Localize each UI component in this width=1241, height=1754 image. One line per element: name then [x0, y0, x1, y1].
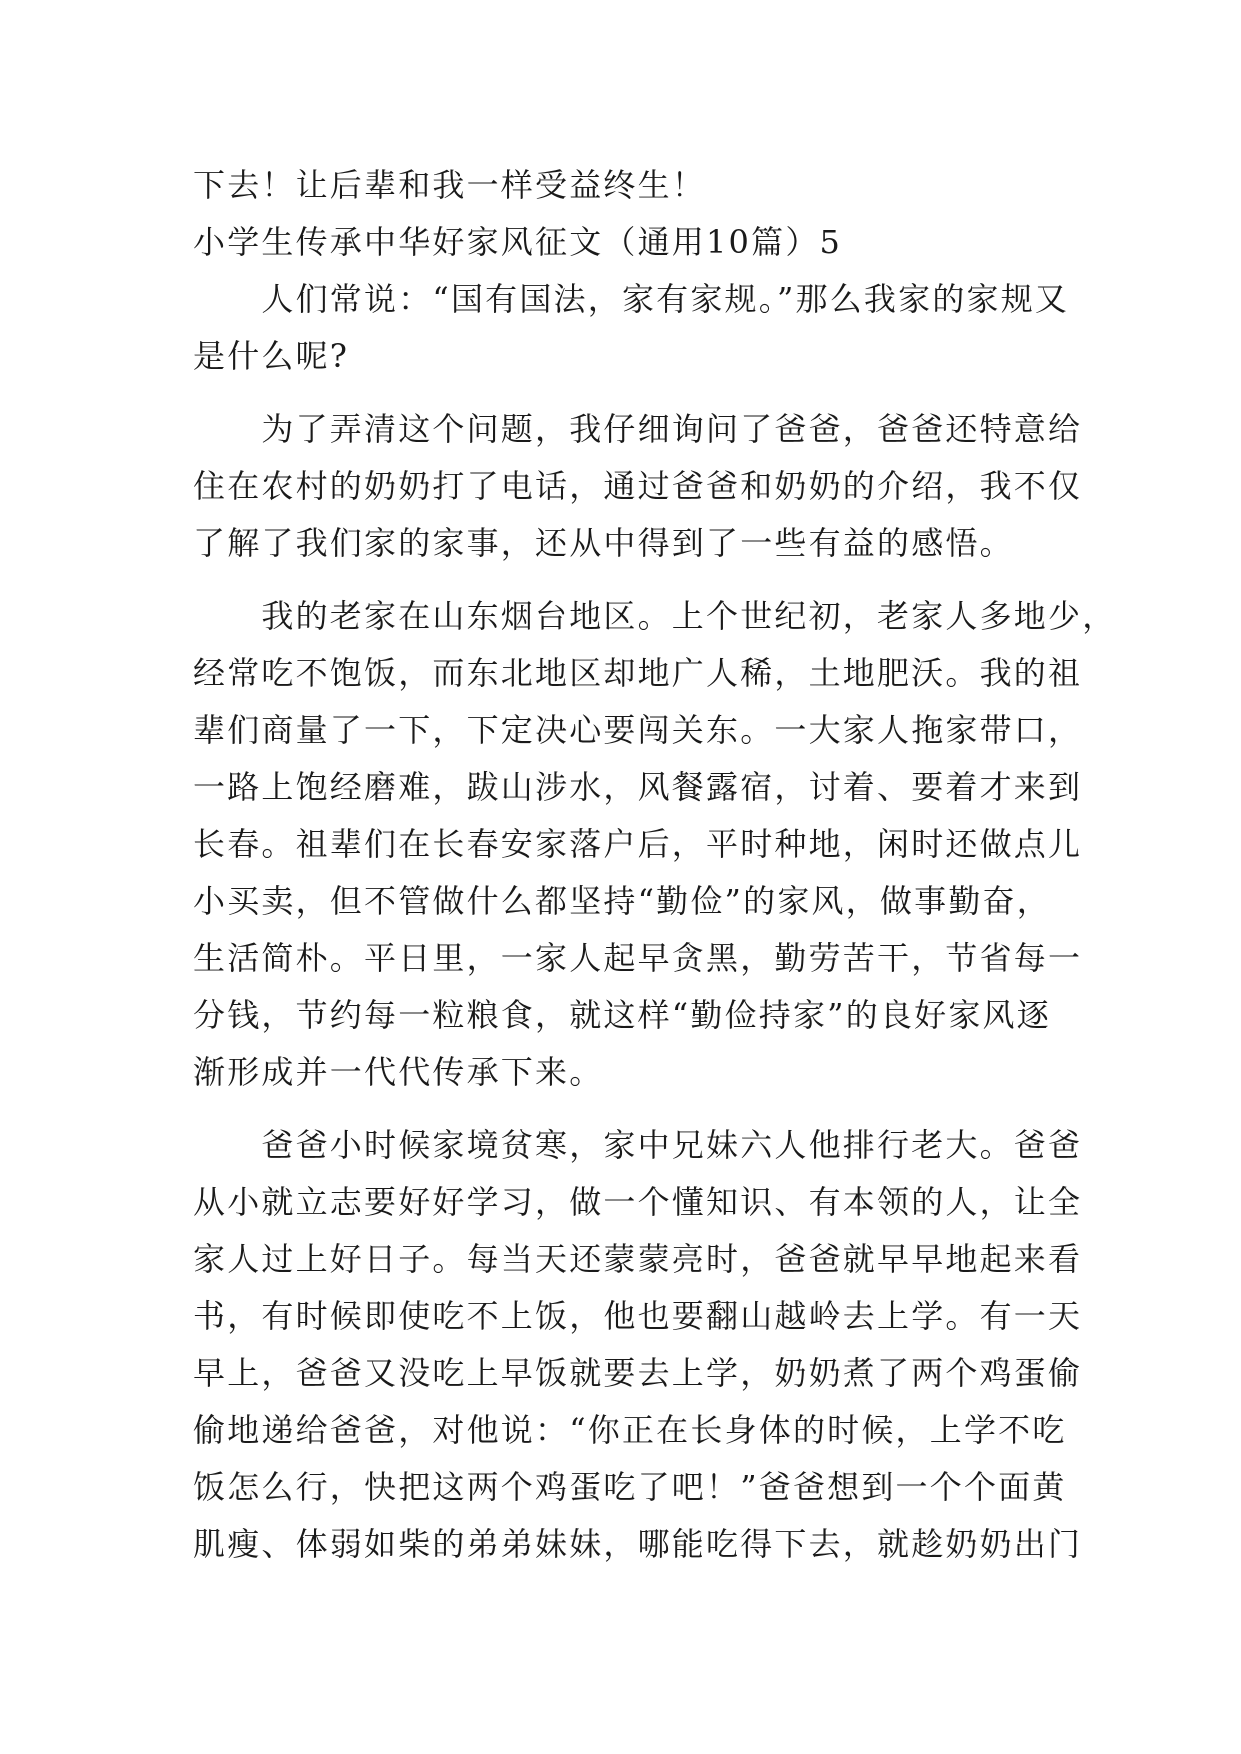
- paragraph-line: 书，有时候即使吃不上饭，他也要翻山越岭去上学。有一天: [193, 1297, 1083, 1335]
- paragraph-line: 生活简朴。平日里，一家人起早贪黑，勤劳苦干，节省每一: [193, 939, 1083, 977]
- paragraph-gap: [193, 1101, 1053, 1117]
- paragraph-line: 家人过上好日子。每当天还蒙蒙亮时，爸爸就早早地起来看: [193, 1240, 1083, 1278]
- paragraph-line: 渐形成并一代代传承下来。: [193, 1053, 604, 1091]
- paragraph-line: 是什么呢?: [193, 337, 350, 375]
- paragraph-line: 人们常说：“国有国法，家有家规。”那么我家的家规又: [193, 280, 1070, 318]
- paragraph-line: 一路上饱经磨难，跋山涉水，风餐露宿，讨着、要着才来到: [193, 768, 1083, 806]
- paragraph-line: 爸爸小时候家境贫寒，家中兄妹六人他排行老大。爸爸: [193, 1126, 1083, 1164]
- paragraph-line: 饭怎么行，快把这两个鸡蛋吃了吧！”爸爸想到一个个面黄: [193, 1468, 1067, 1506]
- paragraph-line: 辈们商量了一下，下定决心要闯关东。一大家人拖家带口，: [193, 711, 1083, 749]
- paragraph-line: 小买卖，但不管做什么都坚持“勤俭”的家风，做事勤奋，: [193, 882, 1051, 920]
- paragraph-line: 从小就立志要好好学习，做一个懂知识、有本领的人，让全: [193, 1183, 1083, 1221]
- paragraph-line: 为了弄清这个问题，我仔细询问了爸爸，爸爸还特意给: [193, 410, 1083, 448]
- paragraph-line: 住在农村的奶奶打了电话，通过爸爸和奶奶的介绍，我不仅: [193, 467, 1083, 505]
- paragraph-line: 偷地递给爸爸，对他说：“你正在长身体的时候，上学不吃: [193, 1411, 1067, 1449]
- paragraph-line: 肌瘦、体弱如柴的弟弟妹妹，哪能吃得下去，就趁奶奶出门: [193, 1525, 1083, 1563]
- paragraph-gap: [193, 572, 1053, 588]
- text-line: 下去！让后辈和我一样受益终生！: [193, 166, 707, 204]
- paragraph-line: 经常吃不饱饭，而东北地区却地广人稀，土地肥沃。我的祖: [193, 654, 1083, 692]
- paragraph-line: 了解了我们家的家事，还从中得到了一些有益的感悟。: [193, 524, 1014, 562]
- document-body: [193, 157, 1117, 1573]
- section-title: 小学生传承中华好家风征文（通用10篇）5: [193, 223, 843, 261]
- paragraph-line: 分钱，节约每一粒粮食，就这样“勤俭持家”的良好家风逐: [193, 996, 1051, 1034]
- paragraph-line: 长春。祖辈们在长春安家落户后，平时种地，闲时还做点儿: [193, 825, 1083, 863]
- paragraph-line: 我的老家在山东烟台地区。上个世纪初，老家人多地少，: [193, 597, 1117, 635]
- paragraph-gap: [193, 385, 1053, 401]
- paragraph-line: 早上，爸爸又没吃上早饭就要去上学，奶奶煮了两个鸡蛋偷: [193, 1354, 1083, 1392]
